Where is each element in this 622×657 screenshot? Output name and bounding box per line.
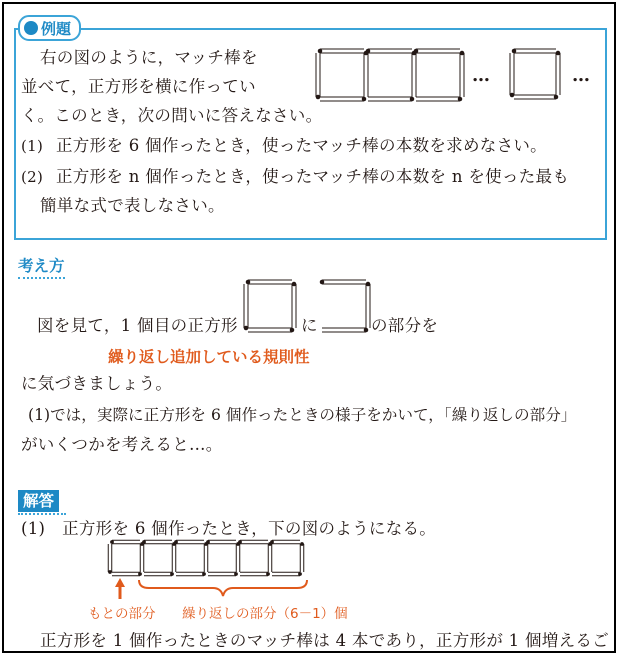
approach-line-1c: の部分を: [371, 316, 439, 335]
page: [2, 2, 616, 653]
answer-underline: [18, 513, 66, 515]
approach-line-2: に気づきましょう。: [21, 374, 173, 393]
example-line-2: 並べて，正方形を横に作ってい: [21, 77, 256, 96]
ellipsis-1: …: [472, 65, 491, 86]
arrow-up-icon: [114, 578, 126, 600]
example-tag-label: 例題: [41, 19, 72, 38]
six-square-figure: [104, 539, 314, 579]
rule-highlight: 繰り返し追加している規則性: [108, 348, 310, 366]
example-line-1: 右の図のように，マッチ棒を: [40, 48, 258, 67]
match-square-icon: [240, 278, 300, 338]
approach-heading: [18, 254, 65, 276]
heading-underline: [18, 277, 65, 279]
label-repeat: 繰り返しの部分（6－1）個: [182, 606, 348, 622]
approach-line-4: がいくつかを考えると…。: [21, 435, 223, 454]
q2-text-2: 簡単な式で表しなさい。: [40, 196, 225, 215]
label-origin: もとの部分: [88, 606, 156, 622]
q1-text: 正方形を 6 個作ったとき，使ったマッチ棒の本数を求めなさい。: [56, 136, 547, 155]
bullet-icon: [24, 21, 38, 35]
q2-number: (2): [21, 168, 44, 186]
answer-tag: 解答: [18, 490, 59, 512]
example-tag: [18, 15, 81, 41]
q2-text: 正方形を n 個作ったとき，使ったマッチ棒の本数を n を使った最も: [56, 167, 570, 186]
approach-line-1a: 図を見て，1 個目の正方形: [37, 316, 238, 335]
match-stick-figure: [304, 44, 604, 104]
approach-line-3: (1)では，実際に正方形を 6 個作ったときの様子をかいて，「繰り返しの部分」: [28, 406, 577, 424]
approach-heading-label: 考え方: [18, 257, 65, 275]
answer-line-last: 正方形を 1 個作ったときのマッチ棒は 4 本であり，正方形が 1 個増えるご: [40, 631, 610, 650]
ellipsis-2: …: [572, 65, 591, 86]
q1-number: (1): [21, 137, 44, 155]
match-repeat-unit-icon: [316, 278, 376, 338]
approach-line-1b: に: [301, 316, 318, 335]
answer-line-1: (1) 正方形を 6 個作ったとき，下の図のようになる。: [21, 519, 437, 538]
curly-brace-icon: [137, 578, 309, 600]
example-line-3: く。このとき，次の問いに答えなさい。: [21, 106, 323, 125]
